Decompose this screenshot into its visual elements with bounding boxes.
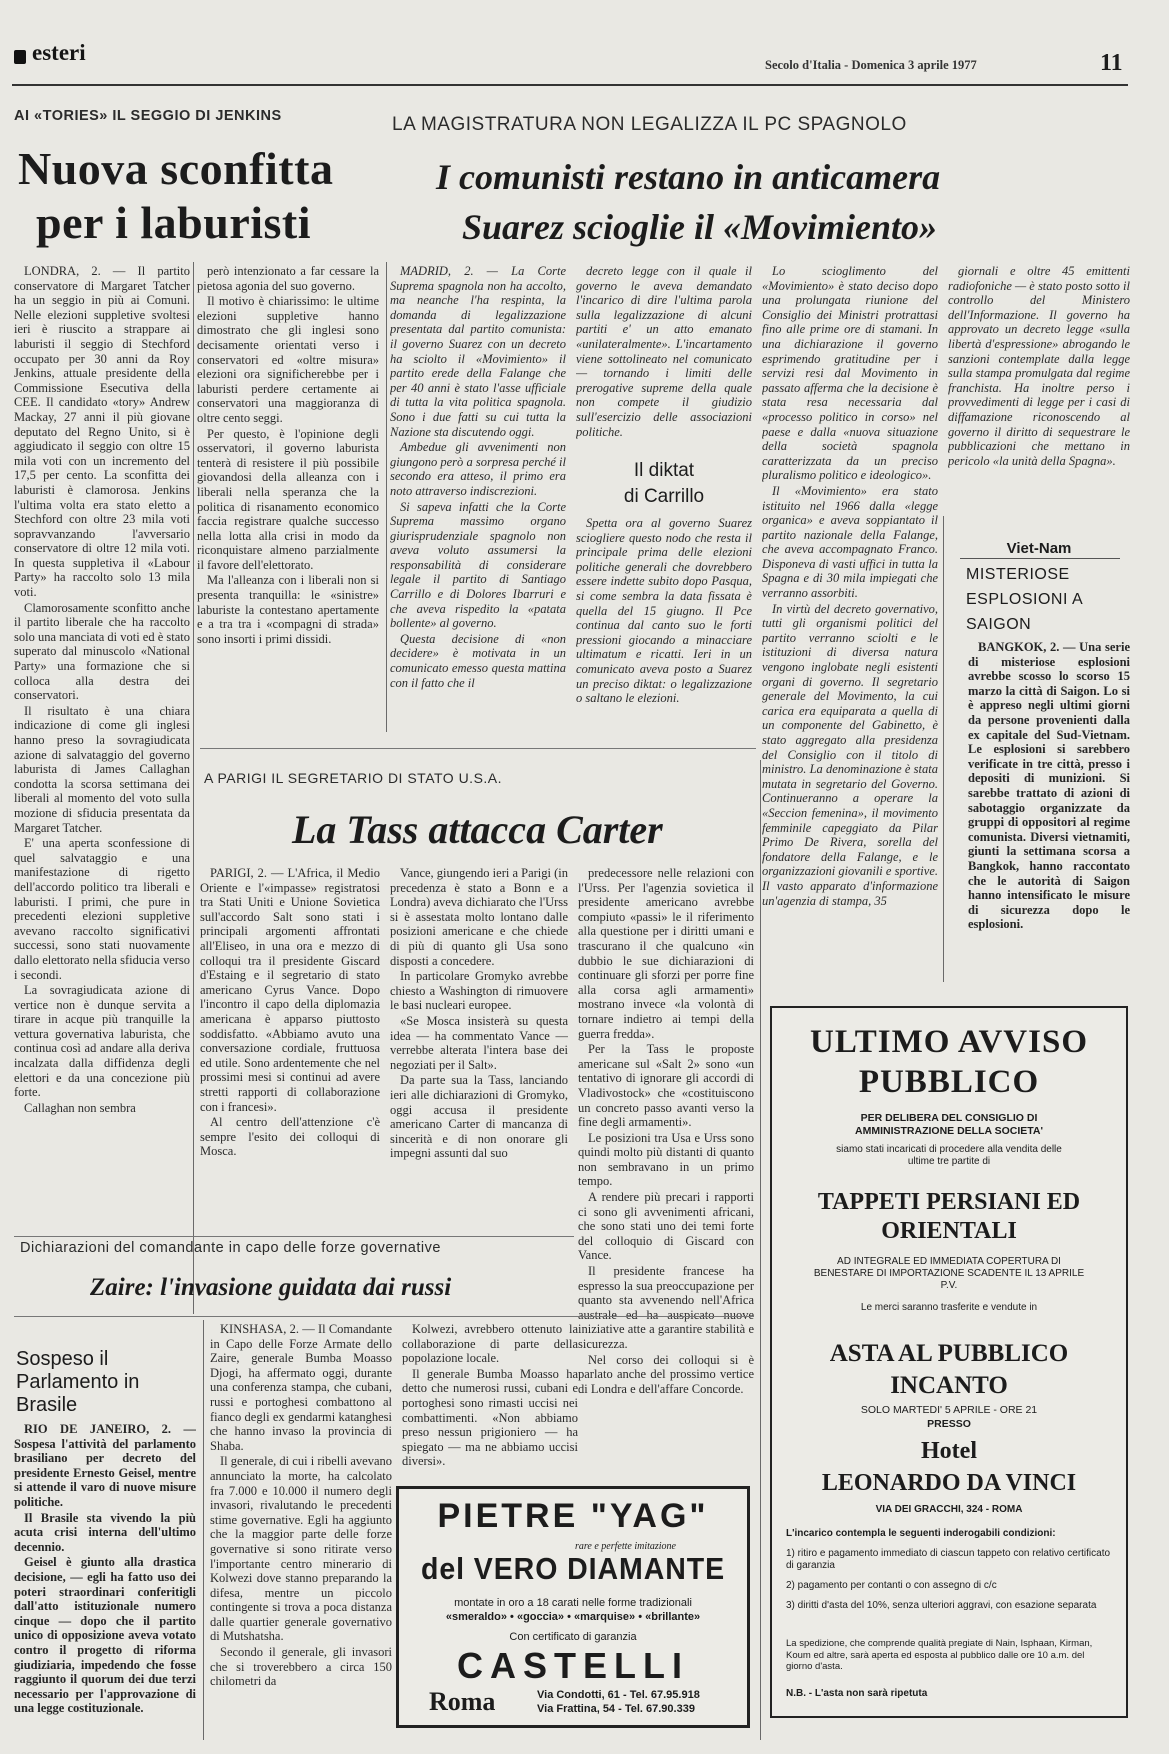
spain-col-1: MADRID, 2. — La Corte Suprema spagnola non ha accolto, ma neanche l'ha respinta, la domanda di legalizzazione presentata dal partito comunista: il governo Suarez con un decreto ha sciolto il «Movimiento» il partito erede della Falange che per 40 anni è stato l'asse ufficiale di tutta la vita politica spagnola. Sono i due fatti su cui tutta la Nazione sta discutendo oggi. Ambedue gli avvenimenti non giungono però a sorpresa perché il secondo era atteso, il primo era noto attraverso indiscrezioni. Si sapeva infatti che la Corte Suprema massimo organo giurisprudenziale spagnolo non aveva voluto assumersi la responsabilità di considerare legale il partito di Santiago Carrillo e di Dolores Ibarruri e che aveva rispedito la «patata bollente» al governo. Questa decisione di «non decidere» è motivata in un comunicato emesso questa mattina con il fatto che il: [390, 264, 566, 690]
zaire-col-2: Kolwezi, avrebbero ottenuto la collaborazione di parte della popolazione locale. Il generale Bumba Moasso ha detto che numerosi russi, cubani e portoghesi sono rimasti uccisi nei combattimenti. «Non abbiamo preso nessun prigioniero — ha spiegato — ma ne abbiamo uccisi diversi».: [402, 1322, 578, 1469]
jenkins-headline-1: Nuova sconfitta: [18, 143, 334, 194]
vietnam-divider: [943, 516, 944, 982]
zaire-headline: Zaire: l'invasione guidata dai russi: [90, 1274, 452, 1301]
carter-col-3: predecessore nelle relazioni con l'Urss. Per l'agenzia sovietica il presidente americano avrebbe compiuto «passi» le il riferimento alla questione per i diritti umani e trascurano il che qualcuno «in dubbio le sue dichiarazioni di continuare gli sforzi per porre fine alla corsa agli armamenti» mostrano invece «la volontà di tornare indietro ai tempi della guerra fredda». Per la Tass le proposte americane sul «Salt 2» sono «un tentativo di ignorare gli accordi di Vladivostock» che «costituiscono un concreto passo avanti verso la fine degli armamenti». Le posizioni tra Usa e Urss sono quindi molto più distanti di quanto non sembravano in un primo tempo. A rendere più precari i rapporti ci sono gli avvenimenti africani, che sono stati uno dei temi forte del colloquio di Giscard con Vance. Il presidente francese ha espresso la sua preoccupazione per quanto sta avvenendo nell'Africa australe ed ha auspicato nuove iniziative atte a garantire stabilità e sicurezza. Nel corso dei colloqui si è parlato anche del prossimo vertice di Londra e dell'affare Concorde.: [578, 866, 754, 1396]
ad-diamante-title: del VERO DIAMANTE: [420, 1551, 726, 1586]
tappeti-ad: [770, 1006, 1128, 1718]
vietnam-body: BANGKOK, 2. — Una serie di misteriose esplosioni avrebbe scosso lo scorso 15 marzo la città di Saigon. Lo si è appreso negli ultimi giorni da persone provenienti dalla ex capitale del Sud-Vietnam. Le esplosioni si sarebbero verificate in tre città, presso i depositi di munizioni. Si sarebbe trattato di azioni di sabotaggio organizzate da gruppi di oppositori al regime comunista. Diversi vietnamiti, giunti la settimana scorsa a Bangkok, hanno raccontato che le autorità di Saigon hanno intensificato le misure di sicurezza dopo le esplosioni.: [968, 640, 1130, 932]
ad-tappeti-note: Le merci saranno trasferite e vendute in: [860, 1302, 1038, 1313]
brasile-divider: [203, 1320, 204, 1740]
ad-yag-title: PIETRE "YAG": [437, 1497, 709, 1535]
section-title: esteri: [32, 40, 86, 65]
vietnam-kicker-rule: [960, 558, 1120, 559]
spain-subhead-2: di Carrillo: [623, 486, 705, 507]
spain-headline-1: I comunisti restano in anticamera: [436, 157, 941, 197]
jenkins-kicker: AI «TORIES» IL SEGGIO DI JENKINS: [14, 108, 282, 124]
jenkins-headline-2: per i laburisti: [36, 197, 312, 248]
zaire-bottom-rule: [14, 1316, 754, 1317]
vietnam-kicker: Viet-Nam: [1006, 540, 1072, 557]
spain-kicker: LA MAGISTRATURA NON LEGALIZZA IL PC SPAGNOLO: [392, 114, 907, 135]
zaire-kicker: Dichiarazioni del comandante in capo delle forze governative: [20, 1240, 441, 1256]
ad-castelli-brand: CASTELLI: [457, 1645, 689, 1686]
ad-shipping: La spedizione, che comprende qualità pregiate di Nain, Isphaan, Kirman, Koum ed altre, sarà aperta ed esposta al pubblico dalle ore 10 a.m. del giorno d'asta.: [786, 1638, 1093, 1672]
ad-tappeti-date: SOLO MARTEDI' 5 APRILE - ORE 21: [860, 1404, 1038, 1416]
carter-right-divider: [760, 760, 761, 1740]
ad-yag-line-1: montate in oro a 18 carati nelle forme tradizionali: [454, 1597, 692, 1609]
carter-col-1: PARIGI, 2. — L'Africa, il Medio Oriente e l'«impasse» registratosi tra Stati Uniti e Unione Sovietica sull'accordo Salt sono stati i principali argomenti affrontati all'Eliseo, in una ora e mezzo di colloqui tra il presidente Giscard d'Estaing e il segretario di stato americano Cyrus Vance. Dopo l'incontro il capo della diplomazia americana è apparso piuttosto soddisfatto. «Abbiamo avuto una conversazione cordiale, fruttuosa ed utile. Sono ardentemente che nel prossimi mesi si continui ad avere stretti rapporti di collaborazione con i francesi». Al centro dell'attenzione c'è sempre l'esito dei colloqui di Mosca.: [200, 866, 380, 1159]
ad-tappeti-title: ULTIMO AVVISO PUBBLICO: [809, 1024, 1088, 1100]
ad-tappeti-intro: siamo stati incaricati di procedere alla vendita delle ultime tre partite di: [836, 1144, 1062, 1167]
ad-tappeti-auction: ASTA AL PUBBLICO INCANTO: [829, 1340, 1069, 1399]
ad-conditions-title: L'incarico contempla le seguenti inderogabili condizioni:: [786, 1528, 1056, 1539]
carter-kicker: A PARIGI IL SEGRETARIO DI STATO U.S.A.: [204, 770, 503, 786]
spain-subhead-1: Il diktat: [633, 460, 695, 481]
spain-left-divider: [386, 262, 387, 732]
pietre-yag-ad: [396, 1486, 750, 1728]
brasile-body: RIO DE JANEIRO, 2. — Sospesa l'attività del parlamento brasiliano per decreto del presidente Ernesto Geisel, mentre si attende il varo di nuove misure politiche. Il Brasile sta vivendo la più acuta crisi interna dell'ultimo decennio. Geisel è giunto alla drastica decisione, — egli ha fatto uso dei poteri straordinari conferitigli dall'atto istituzionale numero cinque — dopo che il partito unico di opposizione aveva votato contro il progetto di riforma giudiziaria, impedendo che fosse raggiunto il quorum dei due terzi necessario per l'approvazione di una legge costituzionale.: [14, 1422, 196, 1716]
ad-condition-2: 2) pagamento per contanti o con assegno di c/c: [786, 1580, 997, 1591]
ad-hotel-label: Hotel: [921, 1438, 977, 1464]
jenkins-col-2: però intenzionato a far cessare la pietosa agonia del suo governo. Il motivo è chiarissimo: le ultime elezioni suppletive hanno dimostrato che gli inglesi sono decisamente orientati verso i conservatori ed «oltre misura» elezioni ora significherebbe per i laburisti perdere certamente ai conservatori una maggioranza di oltre cento seggi. Per questo, è l'opinione degli osservatori, il governo laburista tenterà di resistere il più possibile giovandosi della alleanza con i liberali nella speranza che la politica di risanamento economico faccia registrare qualche successo nella lotta alla crisi in modo da riconquistare almeno parzialmente il favore dell'elettorato. Ma l'alleanza con i liberali non si presenta tranquilla: le «sinistre» laburiste la contestano apertamente e a tra tra i «compagni di strada» sono insorti i primi dissidi.: [197, 264, 379, 646]
ad-castelli-addr-2: Via Frattina, 54 - Tel. 67.90.339: [537, 1703, 695, 1715]
ad-tappeti-coverage: AD INTEGRALE ED IMMEDIATA COPERTURA DI BENESTARE DI IMPORTAZIONE SCADENTE IL 13 APRILE P.V.: [813, 1256, 1085, 1291]
carter-top-rule: [200, 748, 756, 749]
zaire-col-1: KINSHASA, 2. — Il Comandante in Capo delle Forze Armate dello Zaire, generale Bumba Moasso Djogi, ha affermato oggi, durante una conferenza stampa, che cubani, russi e portoghesi combattono al fianco degli ex gendarmi katanghesi che hanno invaso la provincia di Shaba. Il generale, di cui i ribelli avevano annunciato la morte, ha calcolato fra 7.000 e 10.000 il numero degli invasori, rivalutando le precedenti stime governative. Egli ha aggiunto che la maggior parte delle forze governative si sono ritirate verso l'importante centro minerario di Kolwezi dove stanno preparando la difesa, mentre un piccolo contingente si trova a poca distanza dalle quartier generale governativo di Mutshatsha. Secondo il generale, gli invasori che si troverebbero a circa 150 chilometri da: [210, 1322, 392, 1689]
ad-hotel-name: LEONARDO DA VINCI: [821, 1470, 1077, 1496]
ad-castelli-addr-1: Via Condotti, 61 - Tel. 67.95.918: [537, 1689, 700, 1701]
brasile-headline: Sospeso il Parlamento in Brasile: [16, 1348, 140, 1416]
ad-castelli-city: Roma: [429, 1687, 496, 1716]
ad-condition-1: 1) ritiro e pagamento immediato di ciascun tappeto con relativo certificato di garanzia: [786, 1548, 1111, 1571]
ad-condition-3: 3) diritti d'asta del 10%, senza ulteriori aggravi, con esazione separata: [786, 1600, 1097, 1611]
ad-hotel-address: VIA DEI GRACCHI, 324 - ROMA: [875, 1504, 1023, 1515]
section-marker-icon: [14, 50, 26, 64]
zaire-top-rule: [14, 1236, 574, 1237]
spain-col-2b: Spetta ora al governo Suarez sciogliere questo nodo che resta il principale prima delle elezioni politiche generali che dovrebbero essere indette subito dopo Pasqua, si come sembra la data fissata è quella del 15 giugno. Il Pce continua dal canto suo le forti pressioni giocando a minacciare ultimatum e ricatti. Ieri in un comunicato aveva posto a Suarez un preciso diktat: o legalizzazione o saltano le elezioni.: [576, 516, 752, 706]
page-number: 11: [1100, 50, 1123, 76]
jenkins-col-1: LONDRA, 2. — Il partito conservatore di Margaret Tatcher ha un seggio in più ai Comuni. Nelle elezioni suppletive svoltesi ieri è riuscito a strappare ai laburisti il seggio di Stechford occupato per 30 anni da Roy Jenkins, attuale presidente della Commissione Esecutiva della CEE. Il candidato «tory» Andrew Mackay, 27 anni il più giovane deputato del Regno Unito, si è aggiudicato il seggio con oltre 15 mila voti con un incremento del 17,5 per cento. La sconfitta dei laburisti è clamorosa. Jenkins l'ultima volta era stato eletto a Stechford con oltre 23 mila voti sopravvanzando l'avversario conservatore di oltre 12 mila voti. In questa suppletiva il «Labour Party» ha raccolto solo 13 mila voti. Clamorosamente sconfitto anche il partito liberale che ha raccolto solo una manciata di voti ed è stato superato dal minuscolo «National Party» una formazione che si colloca alla destra dei conservatori. Il risultato è una chiara indicazione di come gli inglesi hanno preso la sovragiudicata azione di salvataggio del governo laburista di James Callaghan condotta la scorsa settimana dei liberali al momento del voto sulla mozione di sfiducia presentata da Margaret Tatcher. E' una aperta sconfessione di quel salvataggio e una manifestazione di rigetto dell'accordo politico tra liberali e laburisti. I primi, che pure in precedenti elezioni suppletive avevano raccolto significativi successi, sono stati nuovamente dallo elettorato nella sfiducia verso i secondi. La sovragiudicata azione di vertice non è dunque servita a tirare in acque più tranquille la vettura governativa laburista, che continua così ad andare alla deriva incalzata dalla diffidenza degli elettori e da una concezione più forte. Callaghan non sembra: [14, 264, 190, 1115]
spain-col-3: Lo scioglimento del «Movimiento» è stato deciso dopo una prolungata riunione del Consiglio dei Ministri protrattasi fino alle prime ore di stamani. In una dichiarazione il governo esprimendo gratitudine per i servizi resi dal Movimento in passato afferma che la decisione è stata resa necessaria dal «processo politico in corso» nel paese e dalla «nuova situazione della società spagnola caratterizzata da un preciso pluralismo politico e ideologico». Il «Movimiento» era stato istituito nel 1966 dalla «legge organica» e aveva soppiantato il partito nazionale della Falange, che aveva accompagnato Franco. Disponeva di vasti uffici in tutta la Spagna e di 30 mila impiegati che verranno assorbiti. In virtù del decreto governativo, tutti gli organismi politici del partito verranno sciolti e le istituzioni di diversa natura vengono inglobate negli esistenti organi di governo. Il segretario generale del Movimento, la cui carica era equiparata a quella di un componente del Gabinetto, è stato aggregato alla presidenza del Consiglio con il titolo di ministro. La denominazione è stata mutata in segretario del Governo. Continueranno a operare la «Seccion femenina», il movimento femminile capeggiato da Pilar Primo De Rivera, sorella del fondatore della Falange, e le organizzazioni giovanili e sportive. Il vasto apparato d'informazione un'agenzia di stampa, 35: [762, 264, 938, 908]
spain-headline-2: Suarez scioglie il «Movimiento»: [462, 207, 938, 247]
header-rule: [12, 84, 1128, 86]
ad-tappeti-presso: PRESSO: [927, 1418, 971, 1430]
ad-yag-line-3: Con certificato di garanzia: [509, 1631, 637, 1643]
jenkins-col-divider: [193, 262, 194, 1314]
carter-headline: La Tass attacca Carter: [292, 807, 663, 852]
spain-col-4: giornali e oltre 45 emittenti radiofoniche — è stato posto sotto il controllo del Ministero dell'Informazione. Il governo ha approvato un decreto legge «sulla libertà d'espressione» abrogando le sanzioni contemplate dalla legge sulla stampa promulgata dal regime franchista. Ha inoltre perso i provvedimenti di legge per i casi di diffamazione riconoscendo al governo il diritto di sequestrare le pubblicazioni che mettano in pericolo «la unità della Spagna».: [948, 264, 1130, 468]
ad-nb: N.B. - L'asta non sarà ripetuta: [786, 1688, 928, 1699]
masthead: Secolo d'Italia - Domenica 3 aprile 1977: [765, 58, 977, 72]
carter-col-2: Vance, giungendo ieri a Parigi (in precedenza è stato a Bonn e a Londra) aveva dichiarato che l'Urss si è assestata molto lontano dalle posizioni americane e che chiede di più di quanto gli Usa sono disposti a concedere. In particolare Gromyko avrebbe chiesto a Washington di rimuovere le basi nucleari europee. «Se Mosca insisterà su questa idea — ha commentato Vance — verrebbe alterata l'intera base dei negoziati per il Salt». Da parte sua la Tass, lanciando ieri alle dichiarazioni di Gromyko, oggi accusa il presidente americano Carter di mancanza di sincerità e di non onorare gli impegni assunti dal suo: [390, 866, 568, 1161]
spain-col-2: decreto legge con il quale il governo le aveva demandato l'incarico di dire l'ultima parola sulla legalizzazione di alcuni partiti e' un atto emanato «unilateralmente». L'incartamento viene sottolineato nel comunicato — tornando i limiti delle prerogative supreme della quale non compete il giudizio sull'esercizio delle associazioni politiche.: [576, 264, 752, 439]
ad-yag-line-2: «smeraldo» • «goccia» • «marquise» • «brillante»: [445, 1611, 701, 1623]
ad-tappeti-product: TAPPETI PERSIANI ED ORIENTALI: [817, 1189, 1081, 1244]
ad-yag-subtitle: rare e perfette imitazione: [575, 1541, 676, 1552]
vietnam-headline: MISTERIOSE ESPLOSIONI A SAIGON: [966, 566, 1083, 633]
ad-tappeti-deliberation: PER DELIBERA DEL CONSIGLIO DI AMMINISTRAZIONE DELLA SOCIETA': [855, 1112, 1043, 1137]
